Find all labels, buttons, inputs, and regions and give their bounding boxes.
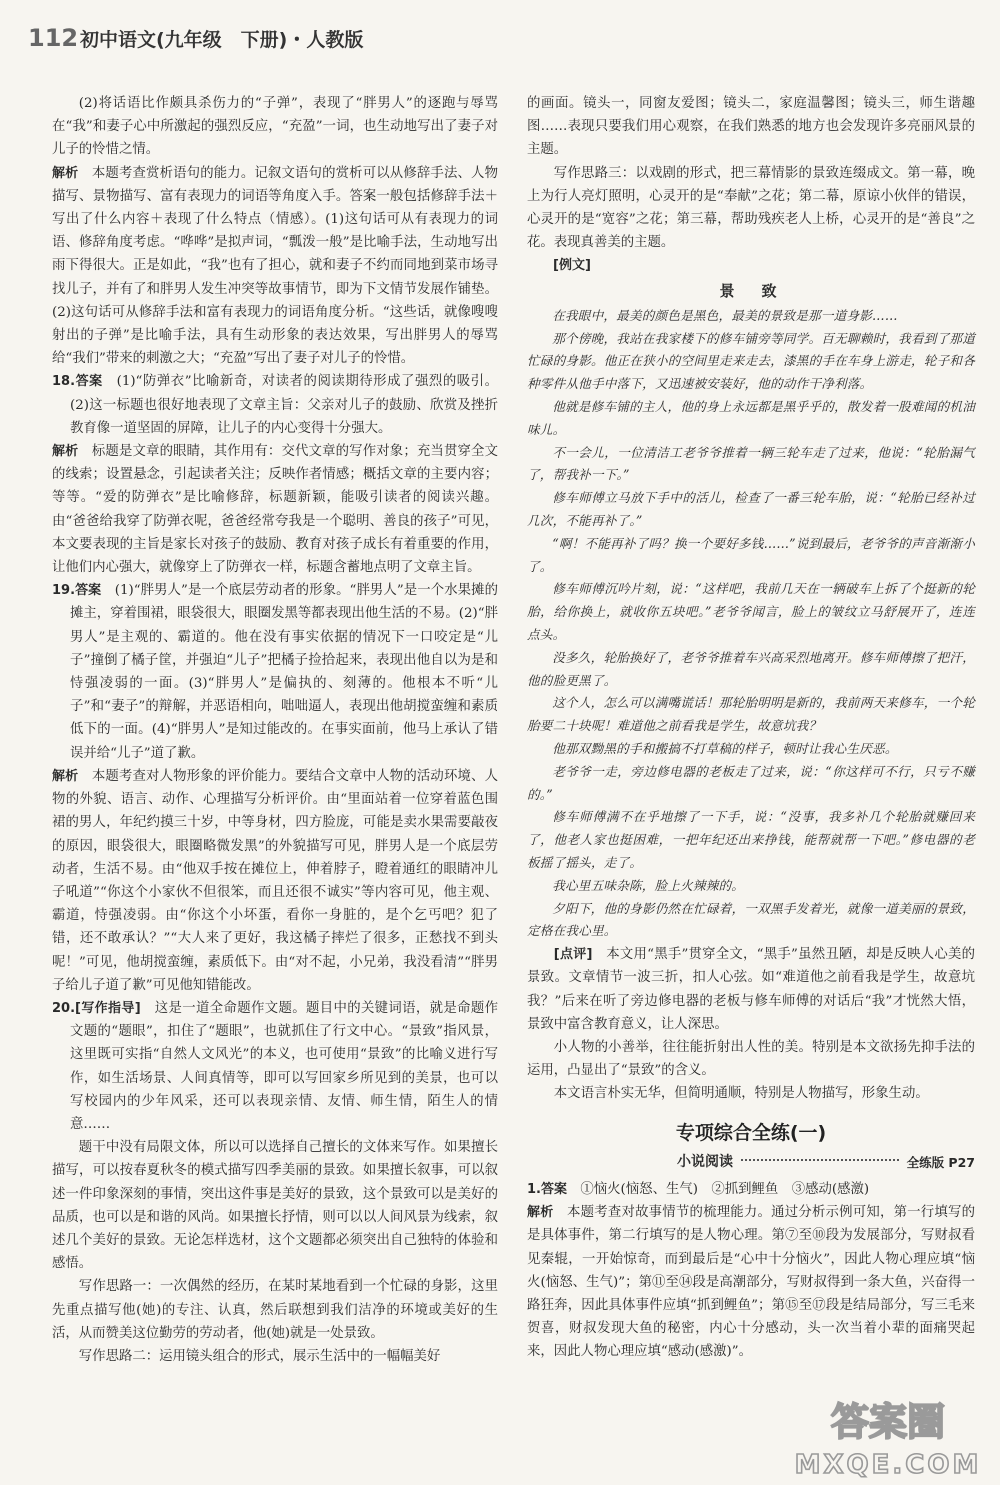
essay-title: 景 致 [719,281,783,300]
comment-label: [点评] [553,947,593,963]
essay-paragraph: 在我眼中，最美的颜色是黑色，最美的景致是那一道身影…… [552,307,898,323]
guide-paragraph: 的画面。镜头一，同窗友爱图；镜头二，家庭温馨图；镜头三，师生谐趣图……表现只要我们用心观察，在我们熟悉的地方也会发现许多亮丽风景的主题。 [527,96,975,158]
question-19-analysis [52,765,498,997]
essay-paragraph: 夕阳下，他的身影仍然在忙碌着，一双黑手发着光，就像一道美丽的景致，定格在我心里。 [527,900,975,939]
analysis-text: 本题考查赏析语句的能力。记叙文语句的赏析可以从修辞手法、人物描写、景物描写、富有表现力的词语等角度入手。答案一般包括修辞手法＋写出了什么内容＋表现了什么特点（情感）。(1)这句话可从有表现力的词语、修辞角度考虑。“哗哗”是拟声词，“瓢泼一般”是比喻手法，生动地写出雨下得很大。正是如此，“我”也有了担心，就和妻子不约而同地到菜市场寻找儿子，并有了和胖男人发生冲突等故事情节，即为下文情节发展作铺垫。(2)这句话可从修辞手法和富有表现力的词语角度分析。“这些话，就像嗖嗖射出的子弹”是比喻手法，具有生动形象的表达效果，写出胖男人的辱骂给“我们”带来的刺激之大；“充盈”写出了妻子对儿子的怜惜。 [52,165,498,367]
question-18-answer [52,370,498,440]
question-1-answer [527,1178,975,1201]
example-label: [例文] [553,258,591,274]
watermark-logo [788,1393,988,1481]
left-column [52,92,498,1368]
comment-paragraph [527,943,975,1036]
page-reference: 全练版 P27 [906,1154,975,1170]
analysis-label: 解析 [52,444,79,460]
essay-paragraph: “啊！不能再补了吗？换一个要好多钱……”说到最后，老爷爷的声音渐渐小了。 [527,535,975,574]
guide-paragraph: 写作思路二：运用镜头组合的形式，展示生活中的一幅幅美好 [78,1348,441,1364]
comment-paragraph: 小人物的小善举，往往能折射出人性的美。特别是本文欲扬先抑手法的运用，凸显出了“景致”的含义。 [527,1039,975,1079]
essay-paragraph: 不一会儿，一位清洁工老爷爷推着一辆三轮车走了过来，他说：“轮胎漏气了，帮我补一下。” [527,444,975,483]
page-header [28,18,960,58]
answer-paragraph: (2)将话语比作颇具杀伤力的“子弹”，表现了“胖男人”的逐跑与辱骂在“我”和妻子心中所激起的强烈反应，“充盈”一词，也生动地写出了妻子对儿子的怜惜之情。 [52,96,498,158]
analysis-label: 解析 [527,1205,554,1221]
subsection-title: 小说阅读 [677,1153,733,1170]
right-column [527,92,975,1364]
guide-paragraph: 题干中没有局限文体，所以可以选择自己擅长的文体来写作。如果擅长描写，可以按春夏秋冬的模式描写四季美丽的景致。如果擅长叙事，可以叙述一件印象深刻的事情，突出这件事是美好的景致，这个景致可以是美好的品质，也可以是和谐的风尚。如果擅长抒情，则可以以人间风景为线索，叙述几个美好的景致。无论怎样选材，这个文题都必须突出自己独特的体验和感悟。 [52,1140,498,1272]
answer-label: 答案 [75,583,102,599]
answer-label: 答案 [540,1181,567,1197]
section-title: 专项综合全练(一) [675,1121,827,1144]
analysis-label: 解析 [52,768,79,784]
writing-guide-label: [写作指导] [75,1000,141,1016]
analysis-text: 标题是文章的眼睛，其作用有：交代文章的写作对象；充当贯穿全文的线索；设置悬念，引起读者关注；反映作者情感；概括文章的主要内容；等等。“爱的防弹衣”是比喻修辞，标题新颖，能吸引读者的阅读兴趣。由“爸爸给我穿了防弹衣呢，爸爸经常夸我是一个聪明、善良的孩子”可见，本文要表现的主旨是家长对孩子的鼓励、教育对孩子成长有着重要的作用，让他们内心强大，就像穿上了防弹衣一样，标题含蓄地点明了文章主旨。 [52,444,498,576]
essay-paragraph: 没多久，轮胎换好了，老爷爷推着车兴高采烈地离开。修车师傅擦了把汗，他的脸更黑了。 [527,649,975,688]
book-title: 初中语文(九年级 下册)・人教版 [80,28,364,51]
essay-paragraph: 我心里五味杂陈，脸上火辣辣的。 [552,877,745,893]
guide-text: 这是一道全命题作文题。题目中的关键词语，就是命题作文题的“题眼”，扣住了“题眼”，也就抓住了行文中心。“景致”指风景，这里既可实指“自然人文风光”的本义，也可使用“景致”的比喻义进行写作，如生活场景、人间真情等，即可以写回家乡所见到的美景，也可以写校园内的少年风采，还可以表现亲情、友情、师生情，陌生人的情意…… [70,1000,499,1132]
essay-paragraph: 他那双黝黑的手和搬搞不打草稿的样子，顿时让我心生厌恶。 [552,740,898,756]
essay-paragraph: 这个人，怎么可以满嘴谎话！那轮胎明明是新的，我前两天来修车，一个轮胎要二十块呢！难道他之前看我是学生，故意坑我？ [527,695,975,734]
leader-dots [741,1159,899,1161]
question-19-answer [52,579,498,765]
essay-paragraph: 那个傍晚，我站在我家楼下的修车铺旁等同学。百无聊赖时，我看到了那道忙碌的身影。他正在狭小的空间里走来走去，漆黑的手在车身上游走，轮子和各种零件从他手中落下，又迅速被安装好，他的动作干净利落。 [527,330,975,392]
question-number: 19. [52,583,76,599]
answer-text: ①恼火(恼怒、生气) ②抓到鲤鱼 ③感动(感激) [580,1181,870,1197]
answer-text: (1)“胖男人”是一个底层劳动者的形象。“胖男人”是一个水果摊的摊主，穿着围裙，眼袋很大，眼圈发黑等都表现出他生活的不易。(2)“胖男人”是主观的、霸道的。他在没有事实依据的情况下一口咬定是“儿子”撞倒了橘子筐，并强迫“儿子”把橘子捡拾起来，表现出他自以为是和恃强凌弱的一面。(3)“胖男人”是偏执的、刻薄的。他根本不听“儿子”和“妻子”的辩解，并恶语相向，咄咄逼人，表现出他胡搅蛮缠和素质低下的一面。(4)“胖男人”是知过能改的。在事实面前，他马上承认了错误并给“儿子”道了歉。 [70,583,498,761]
question-number: 18. [52,374,76,390]
guide-paragraph: 写作思路三：以戏剧的形式，把三幕情影的景致连缀成文。第一幕，晚上为行人亮灯照明，心灵开的是“奉献”之花；第二幕，原谅小伙伴的错误，心灵开的是“宽容”之花；第三幕，帮助残疾老人上桥，心灵开的是“善良”之花。表现真善美的主题。 [527,165,975,251]
guide-paragraph: 写作思路一：一次偶然的经历，在某时某地看到一个忙碌的身影，这里先重点描写他(她)的专注、认真，然后联想到我们洁净的环境或美好的生活，从而赞美这位勤劳的劳动者，他(她)就是一处景致。 [52,1279,498,1341]
subsection-line [527,1151,975,1174]
analysis-label: 解析 [52,165,79,181]
essay-paragraph: 修车师傅立马放下手中的活儿，检查了一番三轮车胎，说：“轮胎已经补过几次，不能再补了。” [527,490,975,528]
question-20-guide [52,997,498,1136]
analysis-text: 本题考查对人物形象的评价能力。要结合文章中人物的活动环境、人物的外貌、语言、动作、心理描写分析评价。由“里面站着一位穿着蓝色围裙的男人，年纪约摸三十岁，中等身材，四方脸庞，可能是卖水果需要敲夜的原因，眼袋很大，眼圈略微发黑”的外貌描写可见，胖男人是一个底层劳动者，生活不易。由“他双手按在摊位上，伸着脖子，瞪着通红的眼睛冲儿子吼道”“你这个小家伙不但很笨，而且还很不诚实”等内容可见，他主观、霸道，恃强凌弱。由“你这个小坏蛋，看你一身脏的，是个乞丐吧？犯了错，还不敢承认？”“大人来了更好，我这橘子摔烂了很多，正愁找不到头呢！”可见，他胡搅蛮缠，素质低下。由“对不起，小兄弟，我没看清”“胖男子给儿子道了歉”可见他知错能改。 [52,768,498,993]
question-18-analysis [52,440,498,579]
page-number: 112 [28,24,79,52]
question-1-analysis [527,1201,975,1363]
example-essay [527,305,975,943]
watermark-url: MXQE.COM [794,1450,982,1480]
analysis-text: 本题考查对故事情节的梳理能力。通过分析示例可知，第一行填写的是具体事件，第二行填写的是人物心理。第⑦至⑩段为发展部分，写财叔看见秦辊，一开始惊奇，而到最后是“心中十分恼火”，因此人物心理应填“恼火(恼怒、生气)”；第⑪至⑭段是高潮部分，写财叔得到一条大鱼，兴奋得一路狂奔，因此具体事件应填“抓到鲤鱼”；第⑮至⑰段是结局部分，写三毛来贺喜，财叔发现大鱼的秘密，内心十分感动，头一次当着小辈的面痛哭起来，因此人物心理应填“感动(感激)”。 [527,1205,975,1360]
essay-paragraph: 修车师傅满不在乎地擦了一下手，说：“没事，我多补几个轮胎就赚回来了，他老人家也挺困难，一把年纪还出来挣钱，能帮就帮一下吧。”修电器的老板摇了摇头，走了。 [527,809,975,870]
answer-label: 答案 [75,374,103,390]
essay-paragraph: 他就是修车铺的主人，他的身上永远都是黑乎乎的，散发着一股难闻的机油味儿。 [527,399,975,437]
question-number: 1. [527,1181,541,1197]
watermark-logo-text: 答案圈 [830,1400,946,1444]
essay-paragraph: 老爷爷一走，旁边修电器的老板走了过来，说：“你这样可不行，只亏不赚的。” [527,763,975,802]
comment-text: 本文用“黑手”贯穿全文，“黑手”虽然丑陋，却是反映人心美的景致。文章情节一波三折，扣人心弦。如“难道他之前看我是学生，故意坑我？”后来在听了旁边修电器的老板与修车师傅的对话后“我”才恍然大悟，景致中富含教育意义，让人深思。 [527,947,976,1032]
answer-text: (1)“防弹衣”比喻新奇，对读者的阅读期待形成了强烈的吸引。(2)这一标题也很好地表现了文章主旨：父亲对儿子的鼓励、欣赏及挫折教育像一道坚固的屏障，让儿子的内心变得十分强大。 [70,374,498,436]
question-number: 20. [52,1000,76,1016]
comment-paragraph: 本文语言朴实无华，但简明通顺，特别是人物描写，形象生动。 [553,1086,929,1102]
analysis-paragraph [52,162,498,371]
essay-paragraph: 修车师傅沉吟片刻，说：“这样吧，我前几天在一辆破车上拆了个挺新的轮胎，给你换上，就收你五块吧。”老爷爷闻言，脸上的皱纹立马舒展开了，连连点头。 [527,581,975,642]
